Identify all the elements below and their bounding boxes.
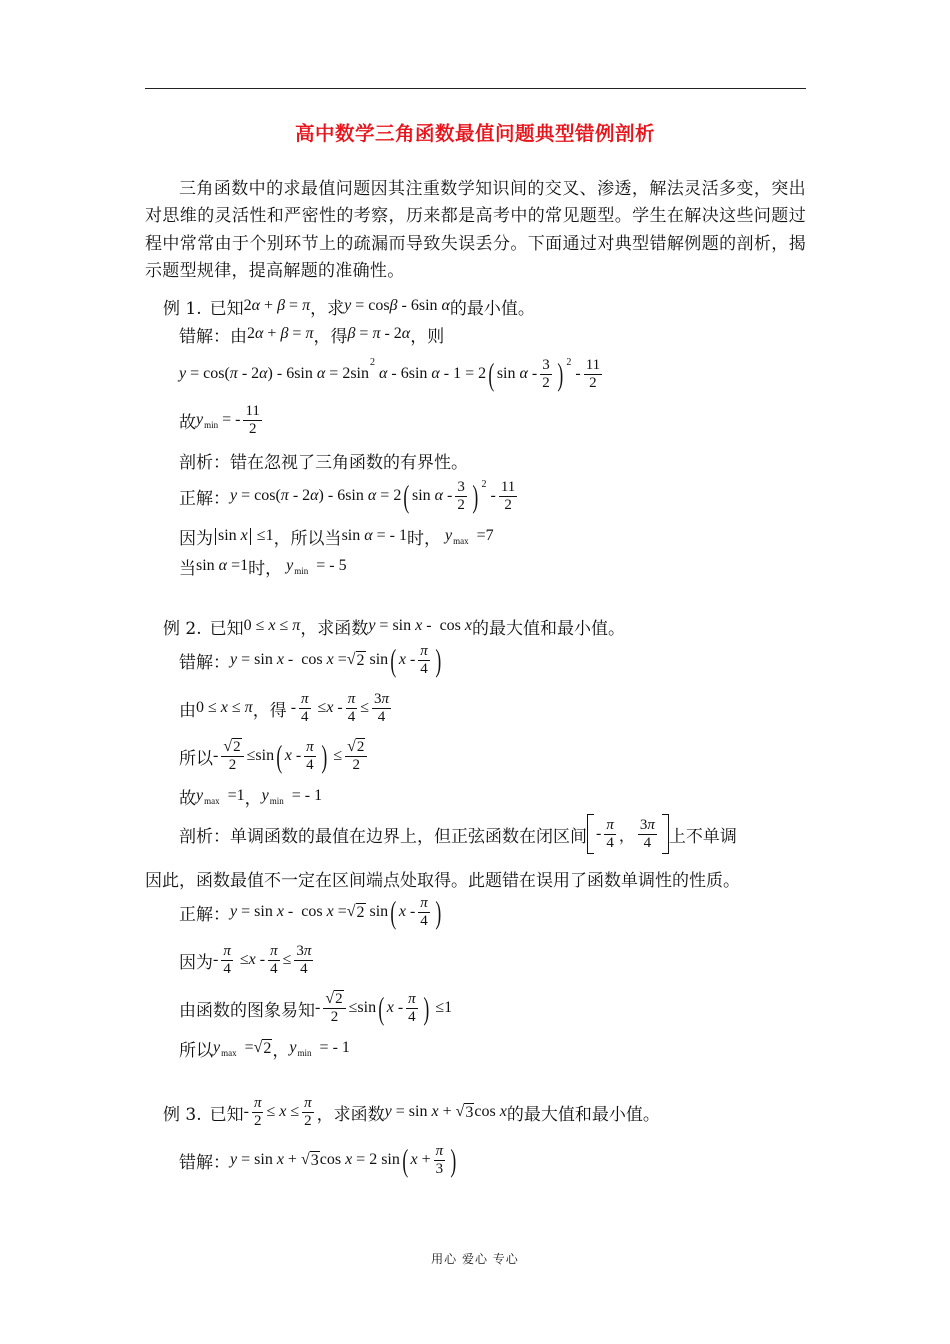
ex2-wrong-range: 由 0 ≤ x ≤ π ，得 - $\frac{\pi}{4}$ ≤ x - $\frac{\pi}{4}$ ≤ $\frac{3\pi}{4}$ xyxy=(179,690,390,725)
ex2-correct-range: 因为 - $\frac{\pi}{4}$ ≤ x - $\frac{\pi}{4}$ ≤ $\frac{3\pi}{4}$ xyxy=(179,942,312,977)
ex1-correct-min: 当 sin α = 1 时， y min = - 5 xyxy=(179,557,347,579)
ex1-condition: 2 α + β = π xyxy=(243,297,311,314)
ex2-wrong-equation: 错解： y = sin x - cos x = √ 2 sin ( x - π 4 ) xyxy=(179,642,442,678)
intro-paragraph: 三角函数中的求最值问题因其注重数学知识间的交叉、渗透，解法灵活多变，突出对思维的灵活性和严密性的考察，历来都是高考中的常见题型。学生在解决这些问题过程中常常由于个别环节上的疏漏而导致失误丢分。下面通过对典型错解例题的剖析，揭示题型规律，提高解题的准确性。 xyxy=(145,179,806,281)
page-footer: 用心 爱心 专心 xyxy=(431,1252,519,1266)
ex1-correct-equation: 正解： y = cos ( π - 2 α ) - 6 sin α = 2 ( sin α - 3 2 ) 2 - 11 2 xyxy=(179,478,516,514)
ex2-statement: 例 2. 已知 0 ≤ x ≤ π ，求函数 y = sin x - cos x 的最大值和最小值。 xyxy=(163,617,625,639)
header-rule xyxy=(145,88,806,89)
ex2-correct-graph: 由函数的图象易知 - √ 2 2 ≤ sin ( x - π 4 ) ≤ 1 xyxy=(179,990,453,1026)
ex2-wrong-result: 故 y max = 1 ， y min = - 1 xyxy=(179,787,323,809)
ex1-wrong-result: 故 y min = - 11 2 xyxy=(179,402,260,437)
ex2-wrong-sin-range: 所以 - √ 2 2 ≤ sin ( x - π 4 ) ≤ √ 2 2 xyxy=(179,734,370,778)
ex2-correct-equation: 正解： y = sin x - cos x = √ 2 sin ( x - π 4 ) xyxy=(179,894,442,930)
ex1-wrong-equation: y = cos ( π - 2 α ) - 6 sin α = 2 sin 2 α - 6 sin α - 1 = 2 ( sin α - 3 2 ) 2 - 11 2 xyxy=(179,356,601,392)
ex3-wrong-equation: 错解： y = sin x + √ 3 cos x = 2 sin ( x + $\frac{\pi}{3}$ ) xyxy=(179,1142,457,1178)
ex1-statement: 例 1. 已知 2 α + β = π ，求 y = cos β - 6 sin α 的最小值。 xyxy=(163,297,535,319)
ex1-wrong-line-1: 错解：由 2 α + β = π ，得 β = π - 2 α ，则 xyxy=(179,325,445,347)
ex1-function: y = cos β - 6 sin α xyxy=(344,297,450,314)
page-title: 高中数学三角函数最值问题典型错例剖析 xyxy=(294,122,655,145)
ex2-correct-result: 所以 y max = √ 2 ， y min = - 1 xyxy=(179,1039,350,1061)
ex1-correct-bound: 因为 sin x ≤ 1 ，所以当 sin α = - 1 时， y max = 7 xyxy=(179,527,494,549)
ex3-statement: 例 3. 已知 - $\frac{\pi}{2}$ ≤ x ≤ $\frac{\pi}{2}$ ，求函数 y = sin x + √ 3 cos x 的最大值和最小值。 xyxy=(163,1094,660,1129)
ex2-analysis-line-1: 剖析：单调函数的最值在边界上，但正弦函数在闭区间 - π 4 ， 3π 4 上不单调 xyxy=(179,812,737,856)
ex1-analysis: 剖析：错在忽视了三角函数的有界性。 xyxy=(179,452,468,473)
ex2-analysis-line-2: 因此，函数最值不一定在区间端点处取得。此题错在误用了函数单调性的性质。 xyxy=(145,870,740,891)
